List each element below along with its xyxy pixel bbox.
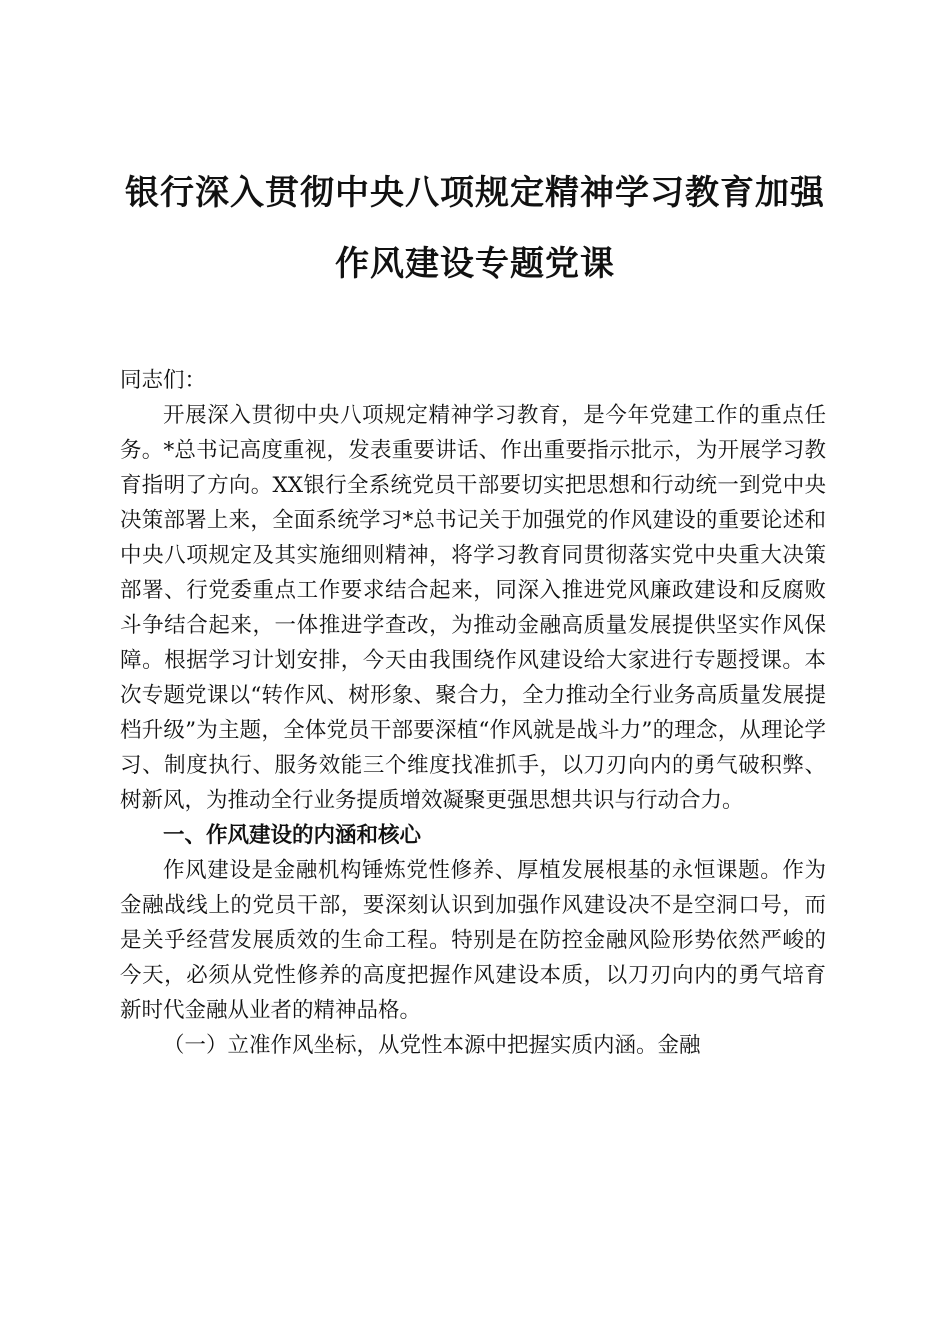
paragraph-section-1: 作风建设是金融机构锤炼党性修养、厚植发展根基的永恒课题。作为金融战线上的党员干部，要深刻认识到加强作风建设决不是空洞口号，而是关乎经营发展质效的生命工程。特别是在防控金融风险形势依然严峻的今天，必须从党性修养的高度把握作风建设本质，以刀刃向内的勇气培育新时代金融从业者的精神品格。: [120, 858, 826, 1023]
salutation: 同志们：: [120, 368, 207, 393]
paragraph-subsection-1: （一）立准作风坐标，从党性本源中把握实质内涵。金融: [163, 1033, 701, 1058]
document-title-line-2: 作风建设专题党课: [335, 244, 615, 284]
paragraph-intro: 开展深入贯彻中央八项规定精神学习教育，是今年党建工作的重点任务。*总书记高度重视，发表重要讲话、作出重要指示批示，为开展学习教育指明了方向。XX银行全系统党员干部要切实把思想和行动统一到党中央决策部署上来，全面系统学习*总书记关于加强党的作风建设的重要论述和中央八项规定及其实施细则精神，将学习教育同贯彻落实党中央重大决策部署、行党委重点工作要求结合起来，同深入推进党风廉政建设和反腐败斗争结合起来，一体推进学查改，为推动金融高质量发展提供坚实作风保障。根据学习计划安排，今天由我围绕作风建设给大家进行专题授课。本次专题党课以“转作风、树形象、聚合力，全力推动全行业务高质量发展提档升级”为主题，全体党员干部要深植“作风就是战斗力”的理念，从理论学习、制度执行、服务效能三个维度找准抓手，以刀刃向内的勇气破积弊、树新风，为推动全行业务提质增效凝聚更强思想共识与行动合力。: [120, 403, 826, 813]
document-title-line-1: 银行深入贯彻中央八项规定精神学习教育加强: [125, 173, 825, 213]
document-body: [120, 363, 826, 1063]
section-heading-1: 一、作风建设的内涵和核心: [163, 823, 422, 848]
